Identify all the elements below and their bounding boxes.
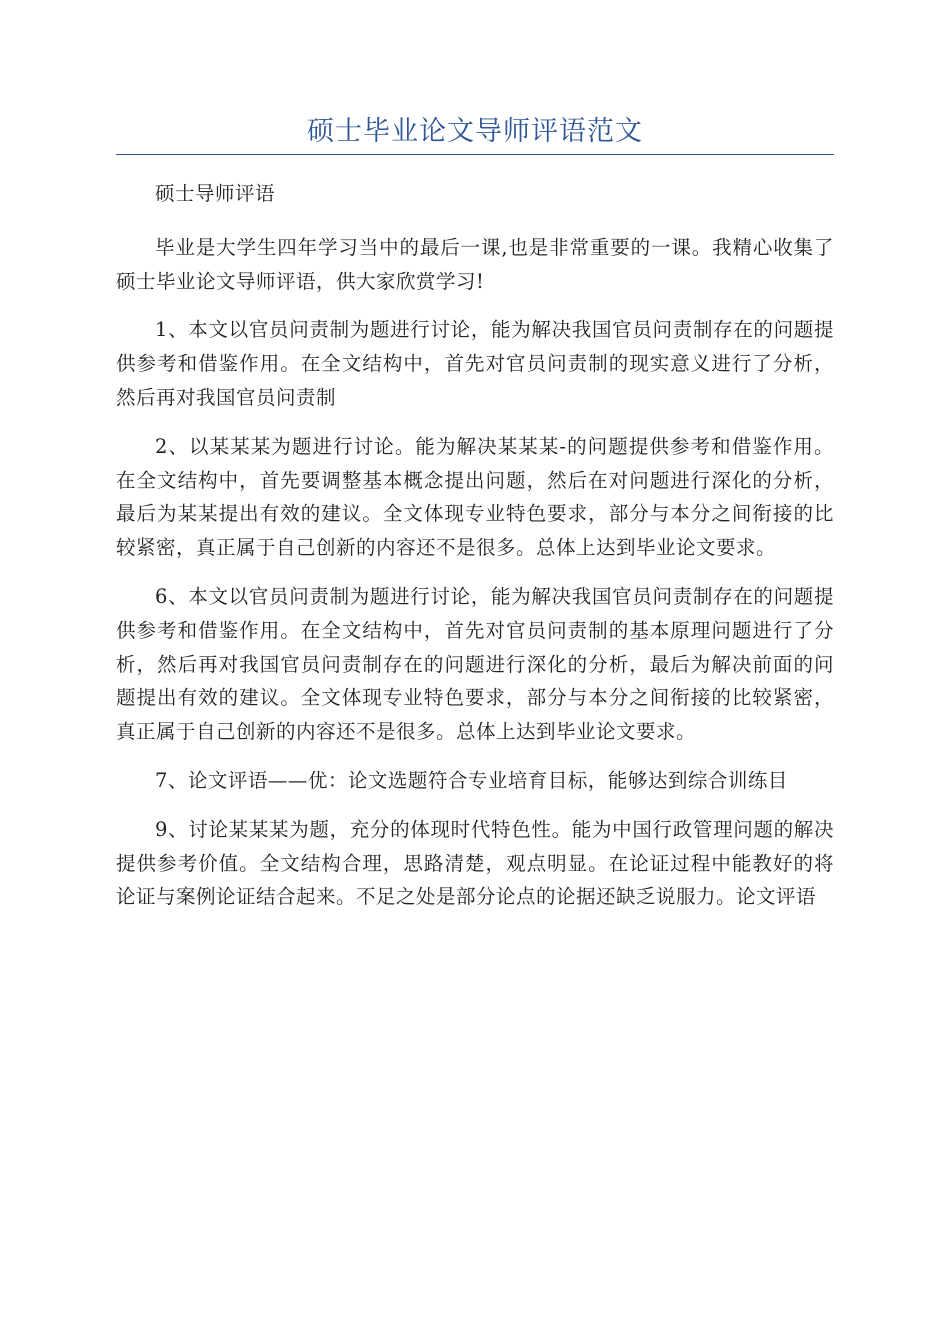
title-underline [116, 154, 834, 155]
paragraph-intro: 毕业是大学生四年学习当中的最后一课,也是非常重要的一课。我精心收集了硕士毕业论文导师评语，供大家欣赏学习! [116, 235, 834, 293]
document-page [116, 112, 834, 929]
paragraph-comment-7: 7、论文评语——优：论文选题符合专业培育目标，能够达到综合训练目 [155, 768, 788, 792]
paragraph-comment-2: 2、以某某某为题进行讨论。能为解决某某某-的问题提供参考和借鉴作用。在全文结构中，首先要调整基本概念提出问题，然后在对问题进行深化的分析，最后为某某提出有效的建议。全文体现专业特色要求，部分与本分之间衔接的比较紧密，真正属于自己创新的内容还不是很多。总体上达到毕业论文要求。 [116, 434, 834, 560]
paragraph-heading: 硕士导师评语 [155, 182, 276, 205]
paragraph-comment-9: 9、讨论某某某为题，充分的体现时代特色性。能为中国行政管理问题的解决提供参考价值。全文结构合理，思路清楚，观点明显。在论证过程中能教好的将论证与案例论证结合起来。不足之处是部分论点的论据还缺乏说服力。论文评语 [116, 817, 834, 909]
document-title: 硕士毕业论文导师评语范文 [307, 116, 643, 147]
paragraph-comment-6: 6、本文以官员问责制为题进行讨论，能为解决我国官员问责制存在的问题提供参考和借鉴作用。在全文结构中，首先对官员问责制的基本原理问题进行了分析，然后再对我国官员问责制存在的问题进行深化的分析，最后为解决前面的问题提出有效的建议。全文体现专业特色要求，部分与本分之间衔接的比较紧密，真正属于自己创新的内容还不是很多。总体上达到毕业论文要求。 [116, 584, 834, 744]
paragraph-comment-1: 1、本文以官员问责制为题进行讨论，能为解决我国官员问责制存在的问题提供参考和借鉴作用。在全文结构中，首先对官员问责制的现实意义进行了分析，然后再对我国官员问责制 [116, 318, 834, 409]
